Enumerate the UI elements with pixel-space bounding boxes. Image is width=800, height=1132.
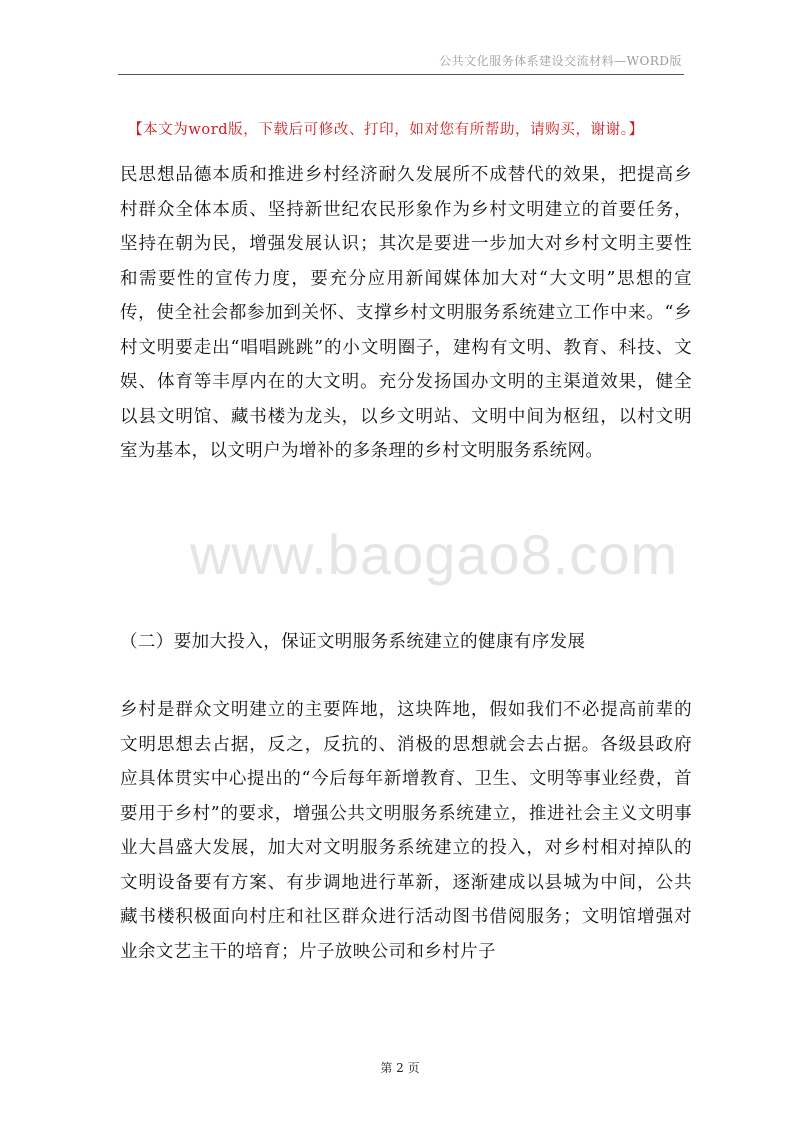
body-paragraph-2: 乡村是群众文明建立的主要阵地，这块阵地，假如我们不必提高前辈的文明思想去占据，反之，反抗的、消极的思想就会去占据。各级县政府应具体贯实中心提出的“今后每年新增教育、卫生、文明等事业经费，首要用于乡村”的要求，增强公共文明服务系统建立，推进社会主义文明事业大昌盛大发展，加大对文明服务系统建立的投入，对乡村相对掉队的文明设备要有方案、有步调地进行革新，逐渐建成以县城为中间，公共藏书楼积极面向村庄和社区群众进行活动图书借阅服务；文明馆增强对业余文艺主干的培育；片子放映公司和乡村片子	[120, 700, 692, 962]
page-header-title: 公共文化服务体系建设交流材料—WORD版	[439, 54, 682, 68]
header-divider	[118, 74, 684, 75]
watermark: www.baogao8.com	[190, 523, 679, 586]
page-number: 第 2 页	[380, 1061, 420, 1075]
section-subheading: （二）要加大投入，保证文明服务系统建立的健康有序发展	[120, 632, 586, 652]
purchase-notice: 【本文为word版，下载后可修改、打印，如对您有所帮助，请购买，谢谢。】	[128, 122, 644, 138]
body-paragraph-1: 民思想品德本质和推进乡村经济耐久发展所不成替代的效果，把提高乡村群众全体本质、坚持新世纪农民形象作为乡村文明建立的首要任务，坚持在朝为民，增强发展认识；其次是要进一步加大对乡村文明主要性和需要性的宣传力度，要充分应用新闻媒体加大对“大文明”思想的宣传，使全社会都参加到关怀、支撑乡村文明服务系统建立工作中来。“乡村文明要走出“唱唱跳跳”的小文明圈子，建构有文明、教育、科技、文娱、体育等丰厚内在的大文明。充分发扬国办文明的主渠道效果，健全以县文明馆、藏书楼为龙头，以乡文明站、文明中间为枢纽，以村文明室为基本，以文明户为增补的多条理的乡村文明服务系统网。	[120, 165, 692, 461]
